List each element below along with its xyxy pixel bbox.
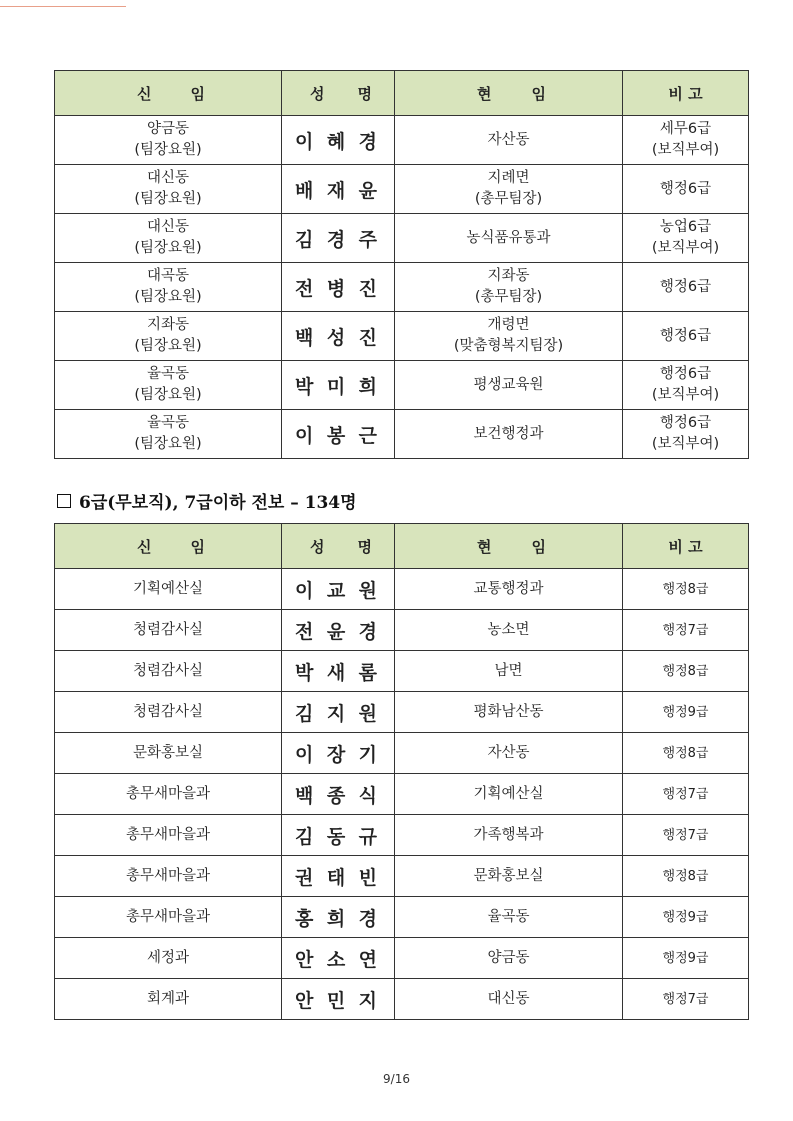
current-post-dept: 평생교육원: [473, 376, 544, 393]
current-post-dept: 농식품유통과: [466, 229, 551, 246]
name-cell: [282, 263, 395, 312]
new-post-cell: 청렴감사실: [55, 610, 282, 651]
new-post-cell: [55, 410, 282, 459]
name-char: 진: [358, 277, 377, 300]
current-post-role: (총무팀장): [474, 289, 543, 305]
name-char: 롬: [358, 661, 377, 684]
current-post-cell: 교통행정과: [395, 569, 623, 610]
header-name: 성 명: [282, 524, 395, 569]
name-cell: [282, 410, 395, 459]
new-post-dept: 율곡동: [146, 415, 190, 431]
table-row: [55, 361, 749, 410]
table-row: [55, 312, 749, 361]
new-post-dept: 대곡동: [146, 268, 190, 284]
remarks-assignment: (보직부여): [651, 436, 720, 452]
table-row: [55, 651, 749, 692]
new-post-dept: 율곡동: [146, 366, 190, 382]
name-char: 백: [295, 326, 314, 349]
name-char: 안: [295, 948, 314, 971]
remarks-cell: 행정8급: [623, 856, 749, 897]
remarks-grade: 행정6급: [659, 366, 712, 382]
name-char: 경: [358, 620, 377, 643]
new-post-cell: [55, 116, 282, 165]
current-post-dept: 보건행정과: [473, 425, 544, 442]
remarks-assignment: (보직부여): [651, 240, 720, 256]
current-post-cell: 대신동: [395, 979, 623, 1020]
table-header-row: [55, 71, 749, 116]
name-cell: [282, 774, 395, 815]
new-post-cell: 세정과: [55, 938, 282, 979]
name-char: 박: [295, 375, 314, 398]
name-char: 전: [295, 277, 314, 300]
remarks-cell: 행정8급: [623, 651, 749, 692]
name-char: 민: [326, 989, 346, 1012]
table-row: [55, 165, 749, 214]
name-char: 배: [295, 179, 314, 202]
remarks-cell: 행정9급: [623, 692, 749, 733]
remarks-cell: [623, 165, 749, 214]
current-post-dept: 자산동: [487, 131, 530, 148]
remarks-assignment: (보직부여): [651, 387, 720, 403]
name-char: 경: [358, 907, 377, 930]
name-char: 주: [358, 228, 377, 251]
table-row: [55, 263, 749, 312]
current-post-role: (맞춤형복지팀장): [453, 338, 564, 354]
name-char: 백: [295, 784, 314, 807]
remarks-cell: [623, 116, 749, 165]
name-char: 성: [326, 326, 346, 349]
name-char: 기: [358, 743, 377, 766]
name-char: 태: [326, 866, 346, 889]
section-title: [57, 488, 357, 513]
remarks-grade: 행정6급: [659, 180, 712, 197]
new-post-dept: 대신동: [146, 219, 190, 235]
name-char: 동: [326, 825, 346, 848]
current-post-cell: [395, 263, 623, 312]
name-char: 이: [295, 743, 314, 766]
name-char: 진: [358, 326, 377, 349]
remarks-grade: 세무6급: [659, 121, 712, 137]
name-char: 병: [326, 277, 346, 300]
name-char: 전: [295, 620, 314, 643]
table-row: [55, 692, 749, 733]
current-post-dept: 개령면: [487, 317, 530, 333]
current-post-cell: 농소면: [395, 610, 623, 651]
name-char: 경: [326, 228, 346, 251]
new-post-cell: 회계과: [55, 979, 282, 1020]
current-post-cell: [395, 165, 623, 214]
name-char: 식: [358, 784, 377, 807]
name-char: 재: [326, 179, 346, 202]
table-row: [55, 815, 749, 856]
table-row: [55, 856, 749, 897]
new-post-cell: [55, 361, 282, 410]
current-post-cell: [395, 361, 623, 410]
current-post-dept: 지례면: [487, 170, 530, 186]
remarks-cell: [623, 312, 749, 361]
header-new-post: 신 임: [55, 71, 282, 116]
new-post-cell: [55, 214, 282, 263]
new-post-role: (팀장요원): [134, 240, 202, 256]
new-post-role: (팀장요원): [134, 436, 202, 452]
header-current-post: 현 임: [395, 71, 623, 116]
name-char: 원: [358, 579, 377, 602]
current-post-cell: 율곡동: [395, 897, 623, 938]
new-post-cell: 총무새마을과: [55, 815, 282, 856]
name-cell: [282, 569, 395, 610]
remarks-cell: [623, 214, 749, 263]
personnel-table-transfers: [54, 523, 749, 1020]
name-cell: [282, 116, 395, 165]
current-post-cell: [395, 312, 623, 361]
remarks-cell: 행정9급: [623, 897, 749, 938]
new-post-cell: 청렴감사실: [55, 651, 282, 692]
top-margin-mark: [0, 6, 126, 7]
name-cell: [282, 856, 395, 897]
name-cell: [282, 897, 395, 938]
name-char: 이: [295, 579, 314, 602]
name-cell: [282, 651, 395, 692]
remarks-grade: 행정6급: [659, 278, 712, 295]
name-char: 장: [326, 743, 346, 766]
new-post-cell: [55, 312, 282, 361]
personnel-table-team-leaders: [54, 70, 749, 459]
name-char: 미: [326, 375, 346, 398]
name-char: 경: [358, 130, 377, 153]
name-char: 윤: [358, 179, 377, 202]
name-char: 박: [295, 661, 314, 684]
table-row: [55, 116, 749, 165]
current-post-cell: 문화홍보실: [395, 856, 623, 897]
name-cell: [282, 361, 395, 410]
table-row: [55, 610, 749, 651]
remarks-grade: 행정6급: [659, 415, 712, 431]
new-post-cell: 문화홍보실: [55, 733, 282, 774]
current-post-cell: 남면: [395, 651, 623, 692]
name-char: 김: [295, 228, 314, 251]
name-char: 교: [326, 579, 346, 602]
name-char: 소: [326, 948, 346, 971]
table-row: [55, 410, 749, 459]
name-cell: [282, 815, 395, 856]
name-char: 봉: [326, 424, 346, 447]
name-char: 안: [295, 989, 314, 1012]
name-cell: [282, 692, 395, 733]
name-char: 새: [326, 661, 346, 684]
remarks-cell: 행정7급: [623, 610, 749, 651]
new-post-cell: [55, 263, 282, 312]
current-post-dept: 지좌동: [487, 268, 530, 284]
name-char: 지: [358, 989, 377, 1012]
current-post-cell: 자산동: [395, 733, 623, 774]
name-cell: [282, 165, 395, 214]
current-post-cell: [395, 116, 623, 165]
name-char: 연: [358, 948, 377, 971]
new-post-role: (팀장요원): [134, 142, 202, 158]
name-cell: [282, 610, 395, 651]
remarks-cell: [623, 263, 749, 312]
table-row: [55, 733, 749, 774]
new-post-cell: [55, 165, 282, 214]
new-post-cell: 총무새마을과: [55, 897, 282, 938]
name-char: 김: [295, 825, 314, 848]
new-post-cell: 총무새마을과: [55, 856, 282, 897]
remarks-cell: 행정8급: [623, 733, 749, 774]
table-row: [55, 897, 749, 938]
name-cell: [282, 733, 395, 774]
header-remarks: 비 고: [623, 524, 749, 569]
current-post-cell: 가족행복과: [395, 815, 623, 856]
new-post-dept: 양금동: [146, 121, 190, 137]
name-char: 권: [295, 866, 314, 889]
new-post-dept: 대신동: [146, 170, 190, 186]
name-char: 원: [358, 702, 377, 725]
name-char: 희: [326, 907, 346, 930]
current-post-cell: [395, 214, 623, 263]
name-char: 홍: [295, 907, 314, 930]
table-row: [55, 938, 749, 979]
remarks-cell: 행정7급: [623, 774, 749, 815]
page-number: 9/16: [383, 1072, 410, 1086]
name-char: 근: [358, 424, 377, 447]
name-char: 이: [295, 424, 314, 447]
remarks-cell: [623, 410, 749, 459]
remarks-cell: 행정7급: [623, 979, 749, 1020]
header-remarks: 비 고: [623, 71, 749, 116]
table-row: [55, 214, 749, 263]
current-post-cell: 양금동: [395, 938, 623, 979]
current-post-cell: [395, 410, 623, 459]
remarks-cell: 행정8급: [623, 569, 749, 610]
remarks-grade: 행정6급: [659, 327, 712, 344]
current-post-role: (총무팀장): [474, 191, 543, 207]
table-header-row: [55, 524, 749, 569]
name-char: 이: [295, 130, 314, 153]
name-char: 혜: [326, 130, 346, 153]
name-char: 규: [358, 825, 377, 848]
table-row: [55, 569, 749, 610]
remarks-cell: 행정7급: [623, 815, 749, 856]
name-char: 종: [326, 784, 346, 807]
name-char: 윤: [326, 620, 346, 643]
new-post-cell: 기획예산실: [55, 569, 282, 610]
remarks-grade: 농업6급: [659, 219, 712, 235]
section-title-text: 6급(무보직), 7급이하 전보 – 134명: [79, 493, 357, 513]
new-post-cell: 청렴감사실: [55, 692, 282, 733]
header-new-post: 신 임: [55, 524, 282, 569]
table-row: [55, 774, 749, 815]
new-post-dept: 지좌동: [146, 317, 190, 333]
name-char: 희: [358, 375, 377, 398]
new-post-role: (팀장요원): [134, 289, 202, 305]
table-row: [55, 979, 749, 1020]
new-post-cell: 총무새마을과: [55, 774, 282, 815]
name-char: 지: [326, 702, 346, 725]
new-post-role: (팀장요원): [134, 338, 202, 354]
checkbox-square-icon: [57, 494, 71, 508]
remarks-cell: 행정9급: [623, 938, 749, 979]
current-post-cell: 기획예산실: [395, 774, 623, 815]
new-post-role: (팀장요원): [134, 387, 202, 403]
name-cell: [282, 214, 395, 263]
name-char: 김: [295, 702, 314, 725]
name-char: 빈: [358, 866, 377, 889]
header-name: 성 명: [282, 71, 395, 116]
remarks-cell: [623, 361, 749, 410]
name-cell: [282, 938, 395, 979]
name-cell: [282, 979, 395, 1020]
current-post-cell: 평화남산동: [395, 692, 623, 733]
remarks-assignment: (보직부여): [651, 142, 720, 158]
new-post-role: (팀장요원): [134, 191, 202, 207]
header-current-post: 현 임: [395, 524, 623, 569]
name-cell: [282, 312, 395, 361]
